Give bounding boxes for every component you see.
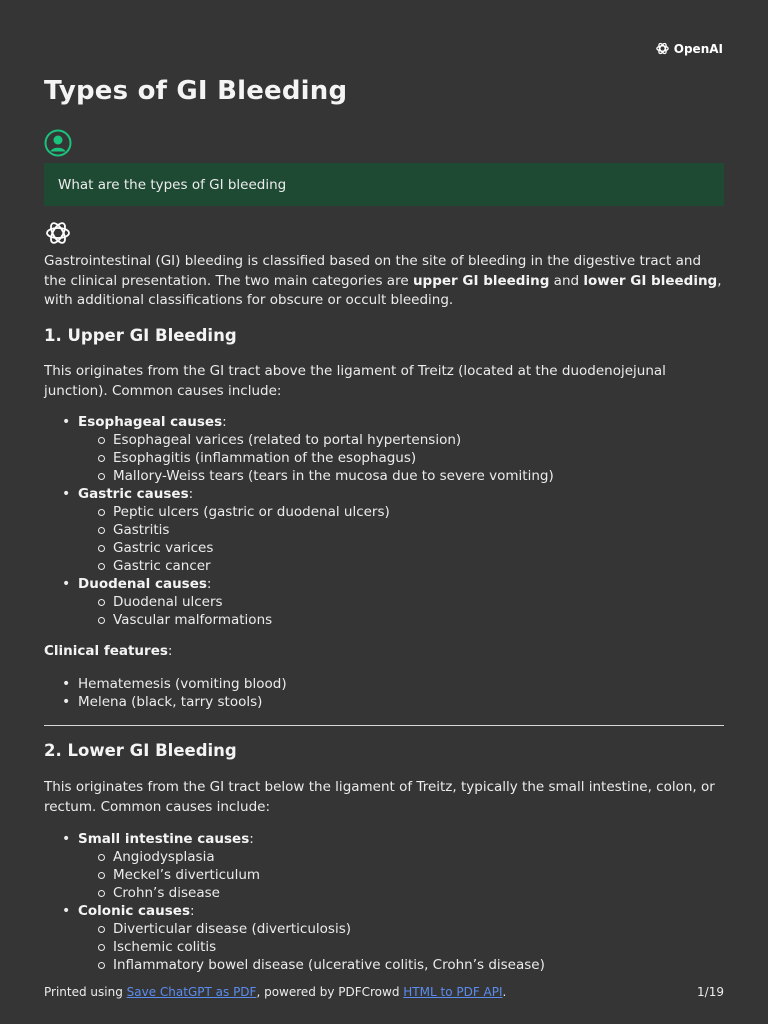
page-number: 1/19: [697, 985, 724, 999]
list-item: • Hematemesis (vomiting blood): [44, 675, 724, 693]
list-item: Vascular malformations: [44, 611, 724, 629]
section-description-lower-gi: This originates from the GI tract below the ligament of Treitz, typically the small intestine, colon, or rectum. Common causes include:: [44, 779, 715, 815]
list-item: Duodenal ulcers: [44, 593, 724, 611]
logo-text: OpenAI: [673, 41, 723, 56]
user-avatar-icon: [44, 129, 72, 157]
list-item: Gastritis: [44, 521, 724, 539]
list-item: Mallory-Weiss tears (tears in the mucosa due to severe vomiting): [44, 467, 724, 485]
section-heading-lower-gi: 2. Lower GI Bleeding: [44, 741, 237, 760]
footer-period: .: [502, 985, 507, 999]
list-item: • Gastric causes:: [44, 485, 724, 503]
intro-text-1: Gastrointestinal (GI) bleeding is classified based on the site of bleeding in the digestive tract and the clinical presentation. The two main categories are: [44, 253, 702, 289]
clinical-features-bold: Clinical features: [44, 643, 168, 659]
openai-icon: [655, 41, 670, 56]
intro-text-3: , with additional classifications for obscure or occult bleeding.: [44, 272, 722, 308]
footer-powered-by: , powered by PDFCrowd: [256, 985, 404, 999]
intro-text-2: and: [549, 272, 584, 289]
upper-gi-causes-list: [44, 413, 724, 629]
page-footer: [44, 985, 724, 999]
user-prompt-text: What are the types of GI bleeding: [58, 176, 287, 193]
cause-group-label: Duodenal causes: [78, 576, 207, 592]
list-item: Esophagitis (inflammation of the esophagus): [44, 449, 724, 467]
list-item: • Duodenal causes:: [44, 575, 724, 593]
list-item: • Melena (black, tarry stools): [44, 693, 724, 711]
intro-bold-upper: upper GI bleeding: [412, 272, 550, 289]
list-item: Gastric varices: [44, 539, 724, 557]
list-item: Diverticular disease (diverticulosis): [44, 920, 724, 938]
user-prompt: [44, 163, 724, 206]
list-item: Gastric cancer: [44, 557, 724, 575]
list-item: Ischemic colitis: [44, 938, 724, 956]
clinical-features-list: [44, 675, 724, 711]
cause-group-label: Colonic causes: [78, 903, 190, 919]
cause-group-label: Gastric causes: [78, 486, 189, 502]
list-item: Peptic ulcers (gastric or duodenal ulcers): [44, 503, 724, 521]
footer-printed-using: Printed using: [44, 985, 127, 999]
html-to-pdf-api-link[interactable]: HTML to PDF API: [403, 985, 503, 999]
section-description-upper-gi: This originates from the GI tract above the ligament of Treitz (located at the duodenojejunal junction). Common causes include:: [44, 363, 666, 399]
intro-bold-lower: lower GI bleeding: [583, 272, 718, 289]
lower-gi-causes-list: [44, 830, 724, 974]
list-item: Meckel’s diverticulum: [44, 866, 724, 884]
list-item: Esophageal varices (related to portal hypertension): [44, 431, 724, 449]
openai-logo: [655, 41, 723, 56]
list-item: • Colonic causes:: [44, 902, 724, 920]
chatgpt-icon: [44, 219, 72, 247]
list-item: • Esophageal causes:: [44, 413, 724, 431]
page-title: Types of GI Bleeding: [44, 76, 348, 106]
footer-text: [44, 985, 506, 999]
cause-group-label: Small intestine causes: [78, 831, 250, 847]
list-item: Angiodysplasia: [44, 848, 724, 866]
cause-group-label: Esophageal causes: [78, 414, 223, 430]
save-chatgpt-pdf-link[interactable]: Save ChatGPT as PDF: [126, 985, 257, 999]
list-item: Crohn’s disease: [44, 884, 724, 902]
intro-paragraph: [44, 252, 724, 311]
clinical-features-label: Clinical features:: [44, 643, 173, 659]
section-heading-upper-gi: 1. Upper GI Bleeding: [44, 326, 237, 345]
list-item: Inflammatory bowel disease (ulcerative colitis, Crohn’s disease): [44, 956, 724, 974]
section-divider: [44, 725, 724, 726]
list-item: • Small intestine causes:: [44, 830, 724, 848]
